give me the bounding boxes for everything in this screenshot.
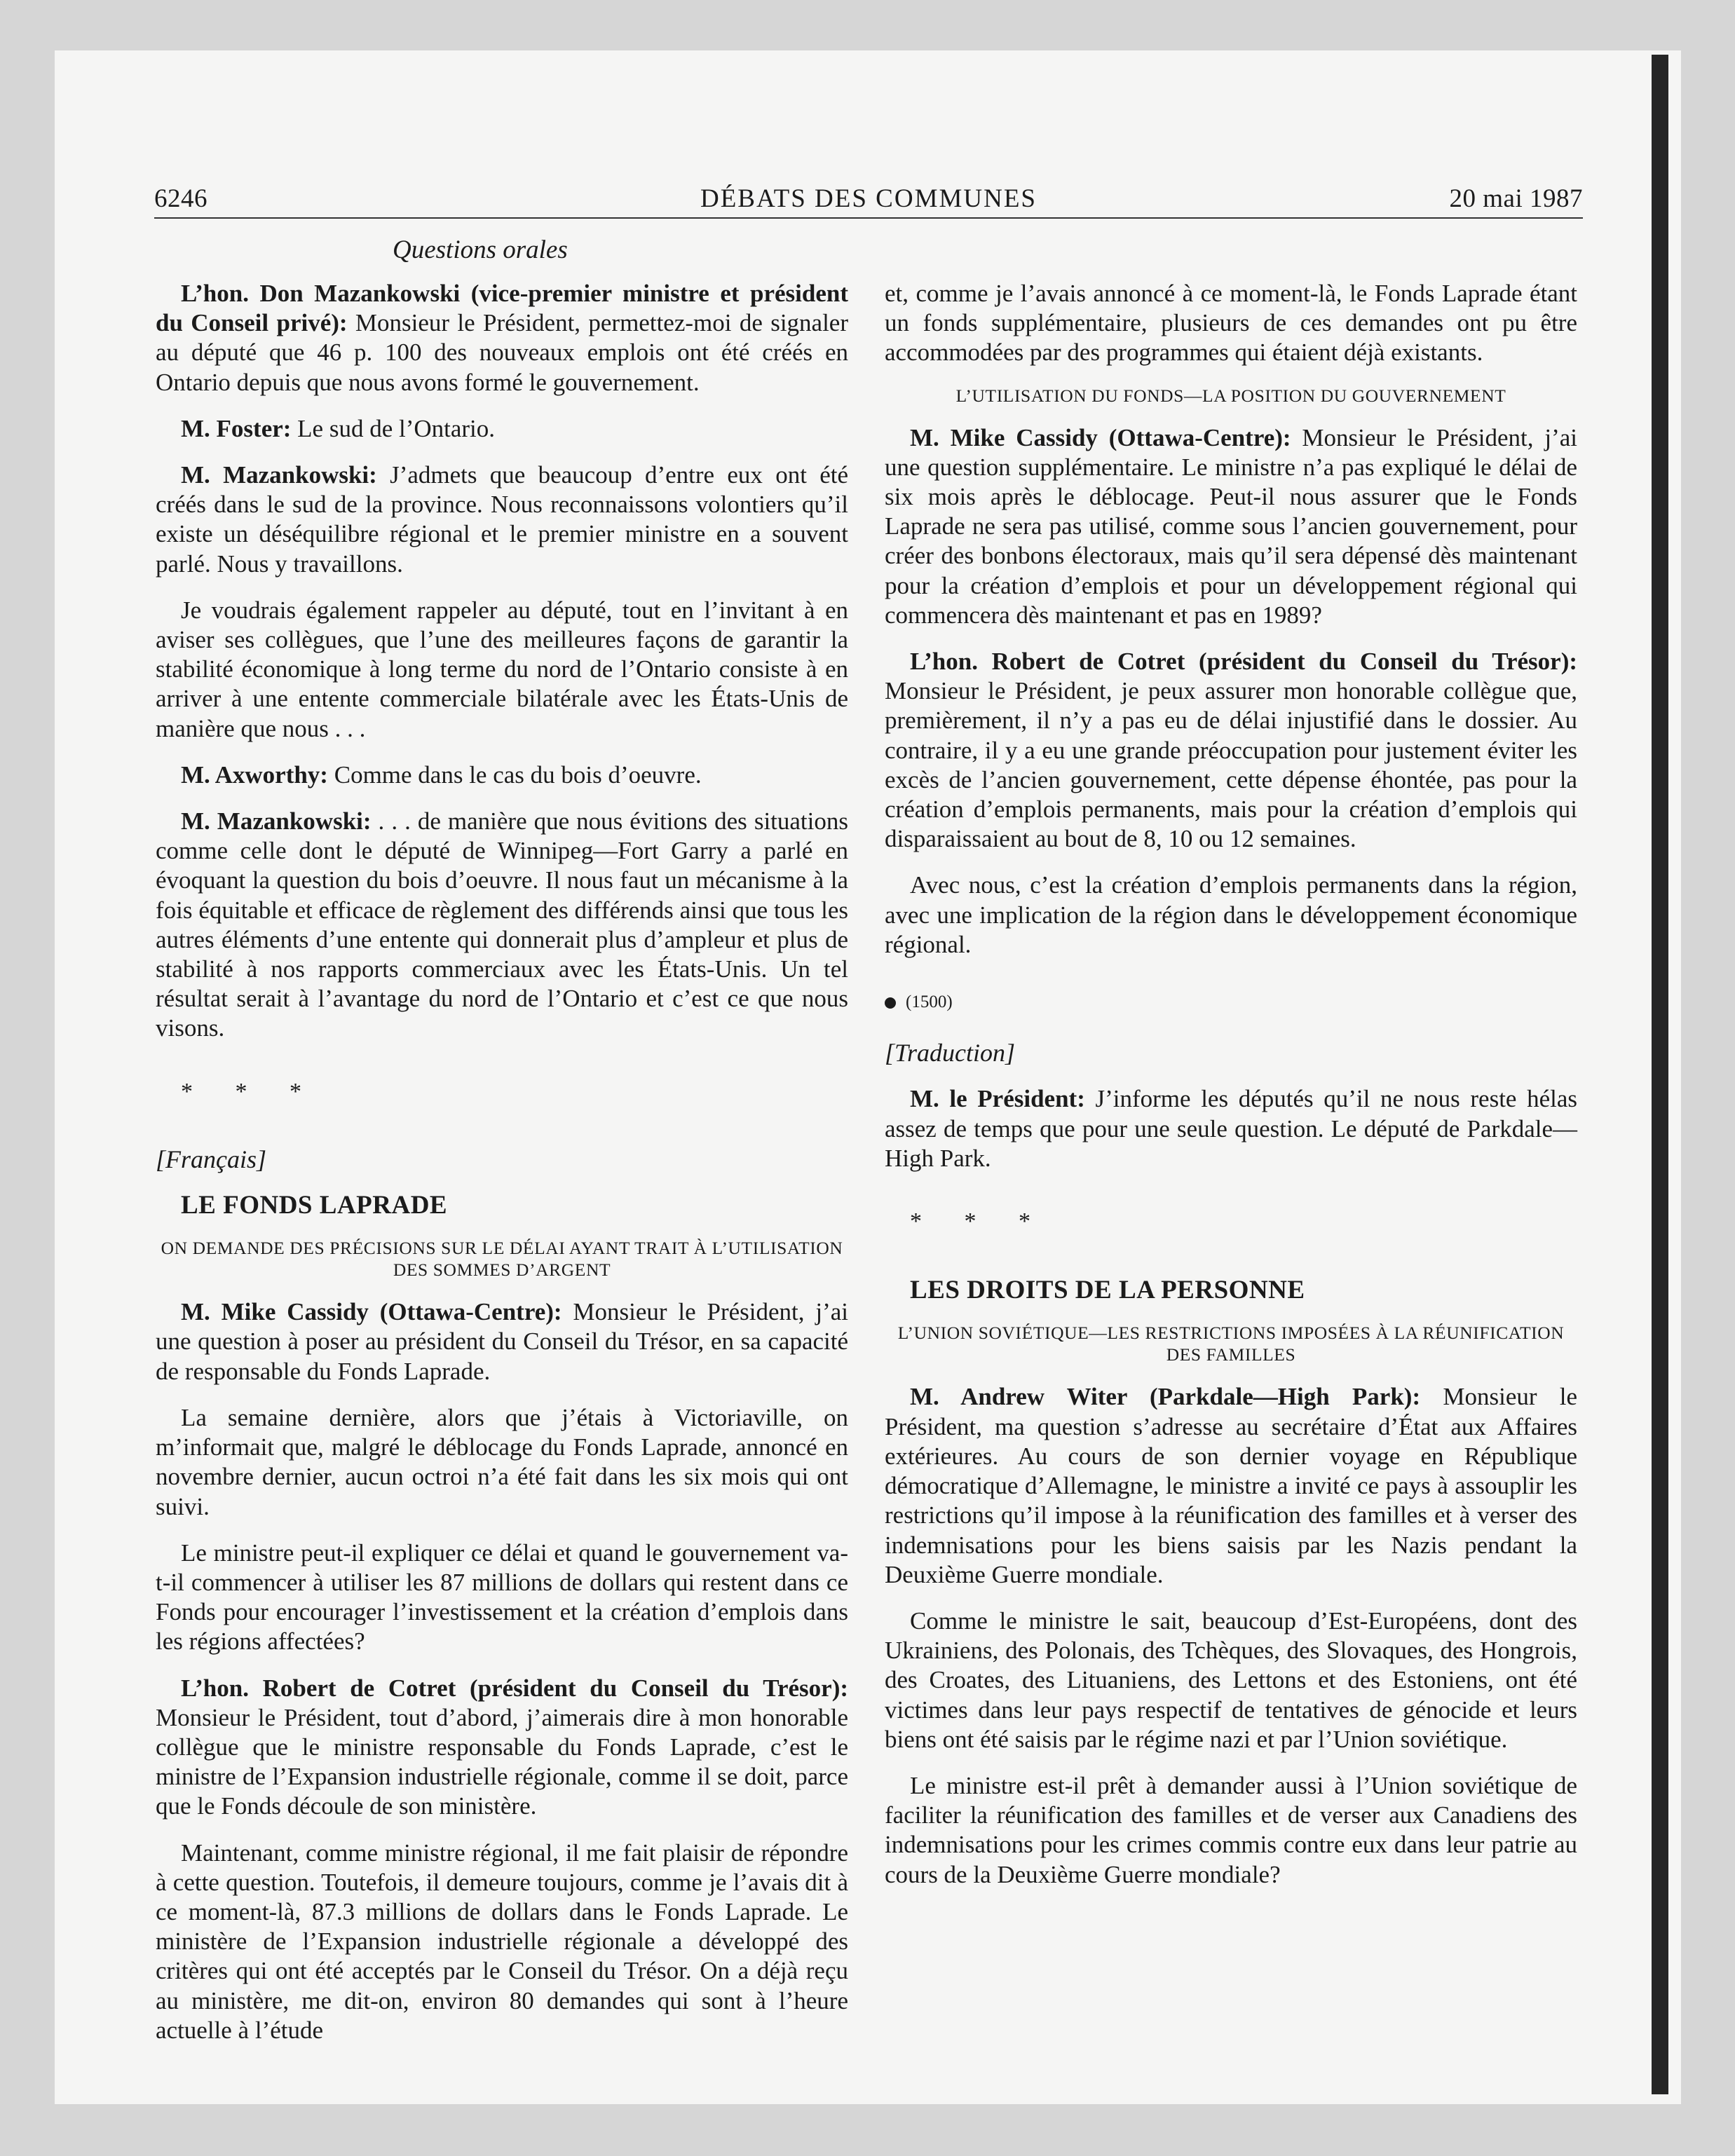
subheading: ON DEMANDE DES PRÉCISIONS SUR LE DÉLAI AYANT TRAIT À L’UTILISATION DES SOMMES D’ARGENT <box>161 1238 843 1281</box>
paragraph: M. le Président: J’informe les députés qu’il ne nous reste hélas assez de temps que pour une seule question. Le député de Parkdale—High Park. <box>885 1085 1577 1172</box>
paragraph: Maintenant, comme ministre régional, il me fait plaisir de répondre à cette question. Toutefois, il demeure toujours, comme je l’avais dit à ce moment-là, 87.3 millions de dollars dans le Fonds Laprade. Le ministère de l’Expansion industrielle régionale a développé des critères qui ont été acceptés par le Conseil du Trésor. On a déjà reçu au ministère, me dit-on, environ 80 demandes qui sont à l’heure actuelle à l’étude <box>156 1838 848 2044</box>
speaker: M. Mazankowski: <box>181 461 377 489</box>
section-heading: LE FONDS LAPRADE <box>181 1191 448 1220</box>
section-heading: LES DROITS DE LA PERSONNE <box>910 1276 1305 1305</box>
page-number: 6246 <box>154 184 207 213</box>
paragraph: Avec nous, c’est la création d’emplois permanents dans la région, avec une implication de la région dans le développement économique régional. <box>885 871 1577 958</box>
paragraph: L’hon. Robert de Cotret (président du Conseil du Trésor): Monsieur le Président, je peux assurer mon honorable collègue que, premièrement, il n’y a pas eu de délai injustifié dans le dossier. Au contraire, il y a eu une grande préoccupation pour justement éviter les excès de l’ancien gouvernement, cette dépense éhontée, pas pour la création d’emplois permanents, mais pour la création d’emplois qui disparaissaient au bout de 8, 10 ou 12 semaines. <box>885 648 1577 853</box>
left-column <box>156 279 848 2062</box>
language-marker: [Français] <box>156 1145 267 1173</box>
bullet-icon <box>885 997 896 1009</box>
publication-date: 20 mai 1987 <box>1449 184 1583 213</box>
time-marker: (1500) <box>885 988 1577 1017</box>
paragraph: M. Foster: Le sud de l’Ontario. <box>181 414 496 442</box>
paragraph: L’hon. Robert de Cotret (président du Conseil du Trésor): Monsieur le Président, tout d’abord, j’aimerais dire à mon honorable collègue que le ministre responsable du Fonds Laprade, c’est le ministre de l’Expansion industrielle régionale, comme il se doit, parce que le Fonds découle de son ministère. <box>156 1674 848 1820</box>
speaker: M. Mazankowski: <box>181 807 372 835</box>
scan-edge-bar <box>1652 55 1668 2094</box>
paragraph: M. Mazankowski: J’admets que beaucoup d’entre eux ont été créés dans le sud de la province. Nous reconnaissons volontiers qu’il existe un déséquilibre régional et le premier ministre en a souvent parlé. Nous y travaillons. <box>156 461 848 578</box>
paragraph: M. Mike Cassidy (Ottawa-Centre): Monsieur le Président, j’ai une question à poser au président du Conseil du Trésor, en sa capacité de responsable du Fonds Laprade. <box>156 1298 848 1385</box>
subheading: L’UNION SOVIÉTIQUE—LES RESTRICTIONS IMPOSÉES À LA RÉUNIFICATION DES FAMILLES <box>897 1323 1565 1365</box>
speaker: M. Andrew Witer (Parkdale—High Park): <box>910 1383 1421 1411</box>
paragraph: La semaine dernière, alors que j’étais à Victoriaville, on m’informait que, malgré le déblocage du Fonds Laprade, annoncé en novembre dernier, aucun octroi n’a été fait dans les six mois qui ont suivi. <box>156 1403 848 1520</box>
section-separator: * * * <box>910 1208 1049 1235</box>
speaker: L’hon. Robert de Cotret (président du Conseil du Trésor): <box>181 1674 848 1702</box>
paragraph: Le ministre est-il prêt à demander aussi à l’Union soviétique de faciliter la réunification des familles et de verser aux Canadiens des indemnisations pour les crimes commis contre eux dans leur patrie au cours de la Deuxième Guerre mondiale? <box>885 1771 1577 1888</box>
paragraph: M. Andrew Witer (Parkdale—High Park): Monsieur le Président, ma question s’adresse au secrétaire d’État aux Affaires extérieures. Au cours de son dernier voyage en République démocratique d’Allemagne, le ministre a invité ce pays à assouplir les restrictions qu’il impose à la réunification des familles et à verser des indemnisations pour les biens saisis par les Nazis pendant la Deuxième Guerre mondiale. <box>885 1383 1578 1588</box>
speaker: L’hon. Don Mazankowski (vice-premier ministre et président du Conseil privé): <box>156 280 848 337</box>
section-label: Questions orales <box>393 236 568 264</box>
paragraph: Le ministre peut-il expliquer ce délai et quand le gouvernement va-t-il commencer à utiliser les 87 millions de dollars qui restent dans ce Fonds pour encourager l’investissement et la création d’emplois dans les régions affectées? <box>156 1538 848 1656</box>
subheading: L’UTILISATION DU FONDS—LA POSITION DU GOUVERNEMENT <box>955 385 1506 406</box>
speaker: M. Foster: <box>181 414 292 442</box>
speaker: M. Axworthy: <box>181 760 328 789</box>
publication-title: DÉBATS DES COMMUNES <box>700 184 1037 213</box>
paragraph: Je voudrais également rappeler au député, tout en l’invitant à en aviser ses collègues, que l’une des meilleures façons de garantir la stabilité économique à long terme du nord de l’Ontario consiste à en arriver à une entente commerciale bilatérale avec les États-Unis de manière que nous . . . <box>156 596 848 742</box>
language-marker: [Traduction] <box>885 1039 1016 1067</box>
paragraph: M. Mike Cassidy (Ottawa-Centre): Monsieur le Président, j’ai une question supplémentaire. Le ministre n’a pas expliqué le délai de six mois après le déblocage. Peut-il nous assurer que le Fonds Laprade ne sera pas utilisé, comme sous l’ancien gouvernement, pour créer des bonbons électoraux, mais qu’il sera dépensé dès maintenant pour la création d’emplois et pour un développement régional qui commencera dès maintenant et pas en 1989? <box>885 423 1577 629</box>
paragraph: Comme le ministre le sait, beaucoup d’Est-Européens, dont des Ukrainiens, des Polonais, des Tchèques, des Slovaques, des Hongrois, des Croates, des Lituaniens, des Lettons et des Estoniens, ont été victimes dans leur pays respectif de tentatives de génocide et leurs biens ont été saisis par le régime nazi et par l’Union soviétique. <box>885 1606 1577 1753</box>
speaker: M. le Président: <box>910 1085 1085 1113</box>
paragraph: et, comme je l’avais annoncé à ce moment-là, le Fonds Laprade étant un fonds supplémentaire, plusieurs de ces demandes ont pu être accommodées par des programmes qui étaient déjà existants. <box>885 280 1577 367</box>
paragraph: M. Mazankowski: . . . de manière que nous évitions des situations comme celle dont le député de Winnipeg—Fort Garry a parlé en évoquant la question du bois d’oeuvre. Il nous faut un mécanisme à la fois équitable et efficace de règlement des différends ainsi que tous les autres éléments d’une entente qui donnerait plus d’ampleur et plus de stabilité à nos rapports commerciaux avec les États-Unis. Un tel résultat serait à l’avantage du nord de l’Ontario et c’est ce que nous visons. <box>156 807 848 1042</box>
paragraph: L’hon. Don Mazankowski (vice-premier ministre et président du Conseil privé): Monsieur le Président, permettez-moi de signaler au député que 46 p. 100 des nouveaux emplois ont été créés en Ontario depuis que nous avons formé le gouvernement. <box>156 280 848 396</box>
speaker: M. Mike Cassidy (Ottawa-Centre): <box>181 1298 562 1326</box>
section-separator: * * * <box>181 1078 320 1105</box>
right-column <box>885 279 1577 1906</box>
paragraph: M. Axworthy: Comme dans le cas du bois d’oeuvre. <box>181 760 702 789</box>
speaker: M. Mike Cassidy (Ottawa-Centre): <box>910 423 1291 451</box>
speaker: L’hon. Robert de Cotret (président du Conseil du Trésor): <box>910 648 1577 676</box>
page-header <box>154 184 1583 219</box>
